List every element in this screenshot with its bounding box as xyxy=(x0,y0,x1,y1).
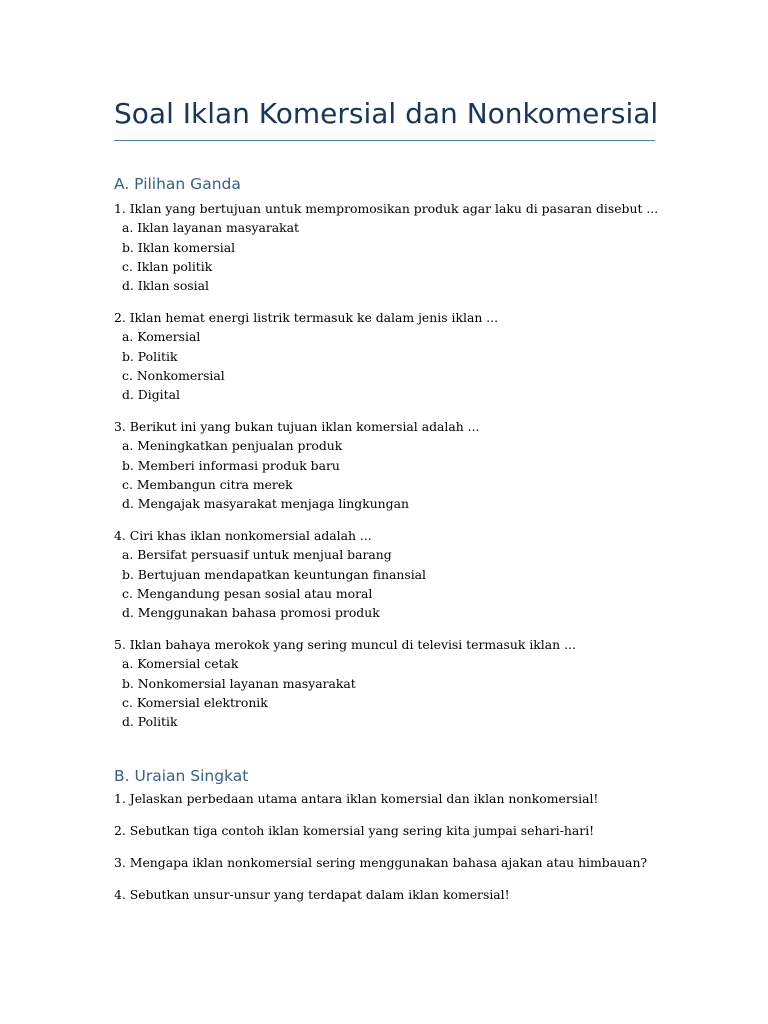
page-title: Soal Iklan Komersial dan Nonkomersial xyxy=(114,97,659,130)
section-b-heading: B. Uraian Singkat xyxy=(114,767,249,786)
mc-question-4 xyxy=(114,526,655,622)
question-text: 4. Ciri khas iklan nonkomersial adalah ... xyxy=(114,527,372,543)
answer-option-c: c. Nonkomersial xyxy=(122,367,225,383)
question-text: 3. Berikut ini yang bukan tujuan iklan komersial adalah ... xyxy=(114,418,480,434)
answer-option-b: b. Politik xyxy=(122,348,178,364)
document-page xyxy=(114,96,659,905)
mc-question-1 xyxy=(114,199,659,295)
answer-option-c: c. Iklan politik xyxy=(122,258,213,274)
answer-options xyxy=(114,436,655,513)
answer-options xyxy=(114,545,655,622)
short-answer-list xyxy=(114,789,655,904)
essay-question-4: 4. Sebutkan unsur-unsur yang terdapat dalam iklan komersial! xyxy=(114,887,510,903)
essay-question-1: 1. Jelaskan perbedaan utama antara iklan komersial dan iklan nonkomersial! xyxy=(114,791,599,807)
answer-option-b: b. Nonkomersial layanan masyarakat xyxy=(122,675,356,691)
answer-options xyxy=(114,327,655,404)
answer-option-b: b. Bertujuan mendapatkan keuntungan finansial xyxy=(122,566,427,582)
question-text: 2. Iklan hemat energi listrik termasuk ke dalam jenis iklan ... xyxy=(114,309,499,325)
answer-option-a: a. Komersial xyxy=(122,329,201,345)
answer-option-c: c. Mengandung pesan sosial atau moral xyxy=(122,585,373,601)
answer-option-b: b. Memberi informasi produk baru xyxy=(122,457,340,473)
answer-option-d: d. Digital xyxy=(122,387,180,403)
mc-question-5 xyxy=(114,635,655,731)
answer-option-d: d. Menggunakan bahasa promosi produk xyxy=(122,605,380,621)
multiple-choice-list xyxy=(114,199,659,731)
title-underline xyxy=(114,140,655,141)
answer-option-c: c. Komersial elektronik xyxy=(122,694,268,710)
answer-option-a: a. Komersial cetak xyxy=(122,656,239,672)
question-text: 1. Iklan yang bertujuan untuk mempromosikan produk agar laku di pasaran disebut ... xyxy=(114,201,659,216)
answer-option-a: a. Iklan layanan masyarakat xyxy=(122,220,300,236)
section-a-heading: A. Pilihan Ganda xyxy=(114,175,241,193)
answer-options xyxy=(114,218,655,295)
answer-option-a: a. Bersifat persuasif untuk menjual barang xyxy=(122,547,392,563)
mc-question-3 xyxy=(114,417,655,513)
answer-options xyxy=(114,654,655,731)
question-text: 5. Iklan bahaya merokok yang sering muncul di televisi termasuk iklan ... xyxy=(114,636,576,652)
answer-option-b: b. Iklan komersial xyxy=(122,239,236,255)
answer-option-a: a. Meningkatkan penjualan produk xyxy=(122,438,343,454)
essay-question-2: 2. Sebutkan tiga contoh iklan komersial yang sering kita jumpai sehari-hari! xyxy=(114,823,595,839)
answer-option-d: d. Politik xyxy=(122,714,178,730)
essay-question-3: 3. Mengapa iklan nonkomersial sering menggunakan bahasa ajakan atau himbauan? xyxy=(114,855,648,871)
answer-option-d: d. Mengajak masyarakat menjaga lingkungan xyxy=(122,496,409,512)
mc-question-2 xyxy=(114,308,655,404)
answer-option-c: c. Membangun citra merek xyxy=(122,476,293,492)
answer-option-d: d. Iklan sosial xyxy=(122,278,209,294)
